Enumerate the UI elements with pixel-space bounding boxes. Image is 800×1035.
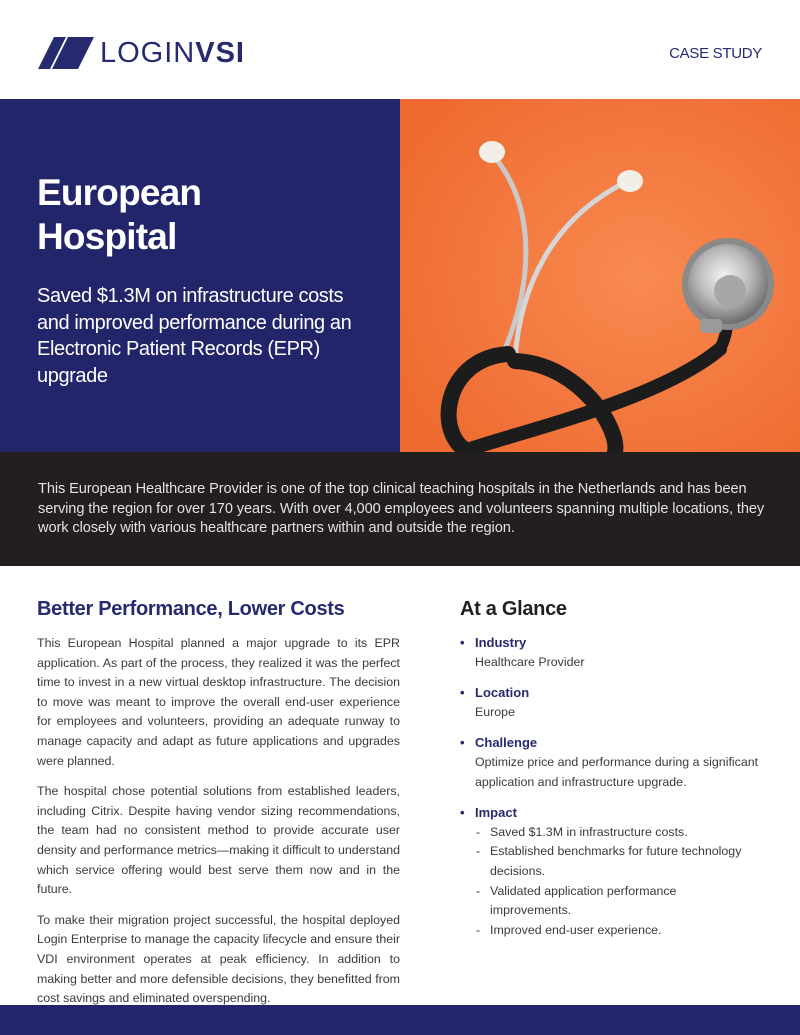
- impact-list: [475, 823, 760, 941]
- dash-icon: -: [476, 883, 481, 898]
- glance-label: Location: [475, 685, 530, 701]
- glance-item-location: [460, 683, 760, 722]
- impact-item: - Established benchmarks for future technology decisions.: [476, 844, 742, 878]
- paragraph: The hospital chose potential solutions from established leaders, including Citrix. Despite having vendor sizing recommendations, the team had no consistent method to provide accurate user density and performance metrics—making it difficult to understand which service offering would best serve them now and in the future.: [37, 784, 400, 897]
- footer-bar: [0, 1005, 800, 1035]
- paragraph: To make their migration project successful, the hospital deployed Login Enterprise to manage the capacity lifecycle and ensure their VDI environment operates at peak efficiency. In addition to making better and more defensible decisions, they benefitted from cost savings and eliminated overspending.: [37, 912, 400, 1006]
- main-column: [37, 597, 400, 1009]
- at-a-glance: [460, 597, 760, 940]
- logo-mark-icon: [38, 37, 94, 69]
- document-type-label: CASE STUDY: [669, 45, 762, 62]
- login-vsi-logo: [38, 37, 245, 69]
- section-title: Better Performance, Lower Costs: [37, 598, 345, 620]
- glance-value: Europe: [475, 704, 515, 719]
- hero-title: European Hospital: [37, 172, 202, 257]
- glance-list: [460, 633, 760, 940]
- intro-text: This European Healthcare Provider is one of the top clinical teaching hospitals in the Netherlands and has been serving the region for over 170 years. With over 4,000 employees and volunteers spanning multiple locations, they work closely with various healthcare partners within and outside the region.: [38, 481, 765, 536]
- logo-text-light: LOGIN: [100, 36, 196, 69]
- logo-text-bold: VSI: [195, 36, 245, 69]
- bullet-icon: •: [460, 685, 465, 701]
- page-header: [0, 0, 800, 99]
- hero-image: [400, 99, 800, 452]
- impact-item: - Saved $1.3M in infrastructure costs.: [475, 823, 760, 843]
- intro-band: [0, 452, 800, 566]
- dash-icon: -: [476, 922, 481, 937]
- paragraph: This European Hospital planned a major upgrade to its EPR application. As part of the process, they realized it was the perfect time to invest in a new virtual desktop infrastructure. The decision to move was meant to improve the overall end-user experience for employees and volunteers, providing an adequate runway to manage capacity and adapt as future applications and upgrades were planned.: [37, 636, 400, 768]
- dash-icon: -: [476, 844, 481, 859]
- dash-icon: -: [476, 824, 481, 839]
- glance-label: Impact: [475, 805, 517, 821]
- glance-item-industry: [460, 633, 760, 672]
- glance-label: Industry: [475, 635, 527, 650]
- hero-panel: [0, 99, 400, 452]
- stethoscope-image: [400, 99, 800, 452]
- glance-label: Challenge: [475, 735, 538, 751]
- glance-value: Healthcare Provider: [475, 654, 585, 669]
- impact-item: - Validated application performance improvements.: [476, 883, 677, 918]
- glance-item-challenge: [460, 733, 760, 792]
- hero-subtitle: Saved $1.3M on infrastructure costs and improved performance during an Electronic Patient Records (EPR) upgrade: [37, 285, 352, 387]
- bullet-icon: •: [460, 635, 465, 650]
- glance-item-impact: [460, 803, 760, 940]
- bullet-icon: •: [460, 735, 465, 751]
- glance-value: Optimize price and performance during a significant application and infrastructure upgrade.: [475, 754, 759, 789]
- bullet-icon: •: [460, 805, 465, 821]
- impact-item: - Improved end-user experience.: [475, 921, 760, 941]
- glance-title: At a Glance: [460, 598, 567, 620]
